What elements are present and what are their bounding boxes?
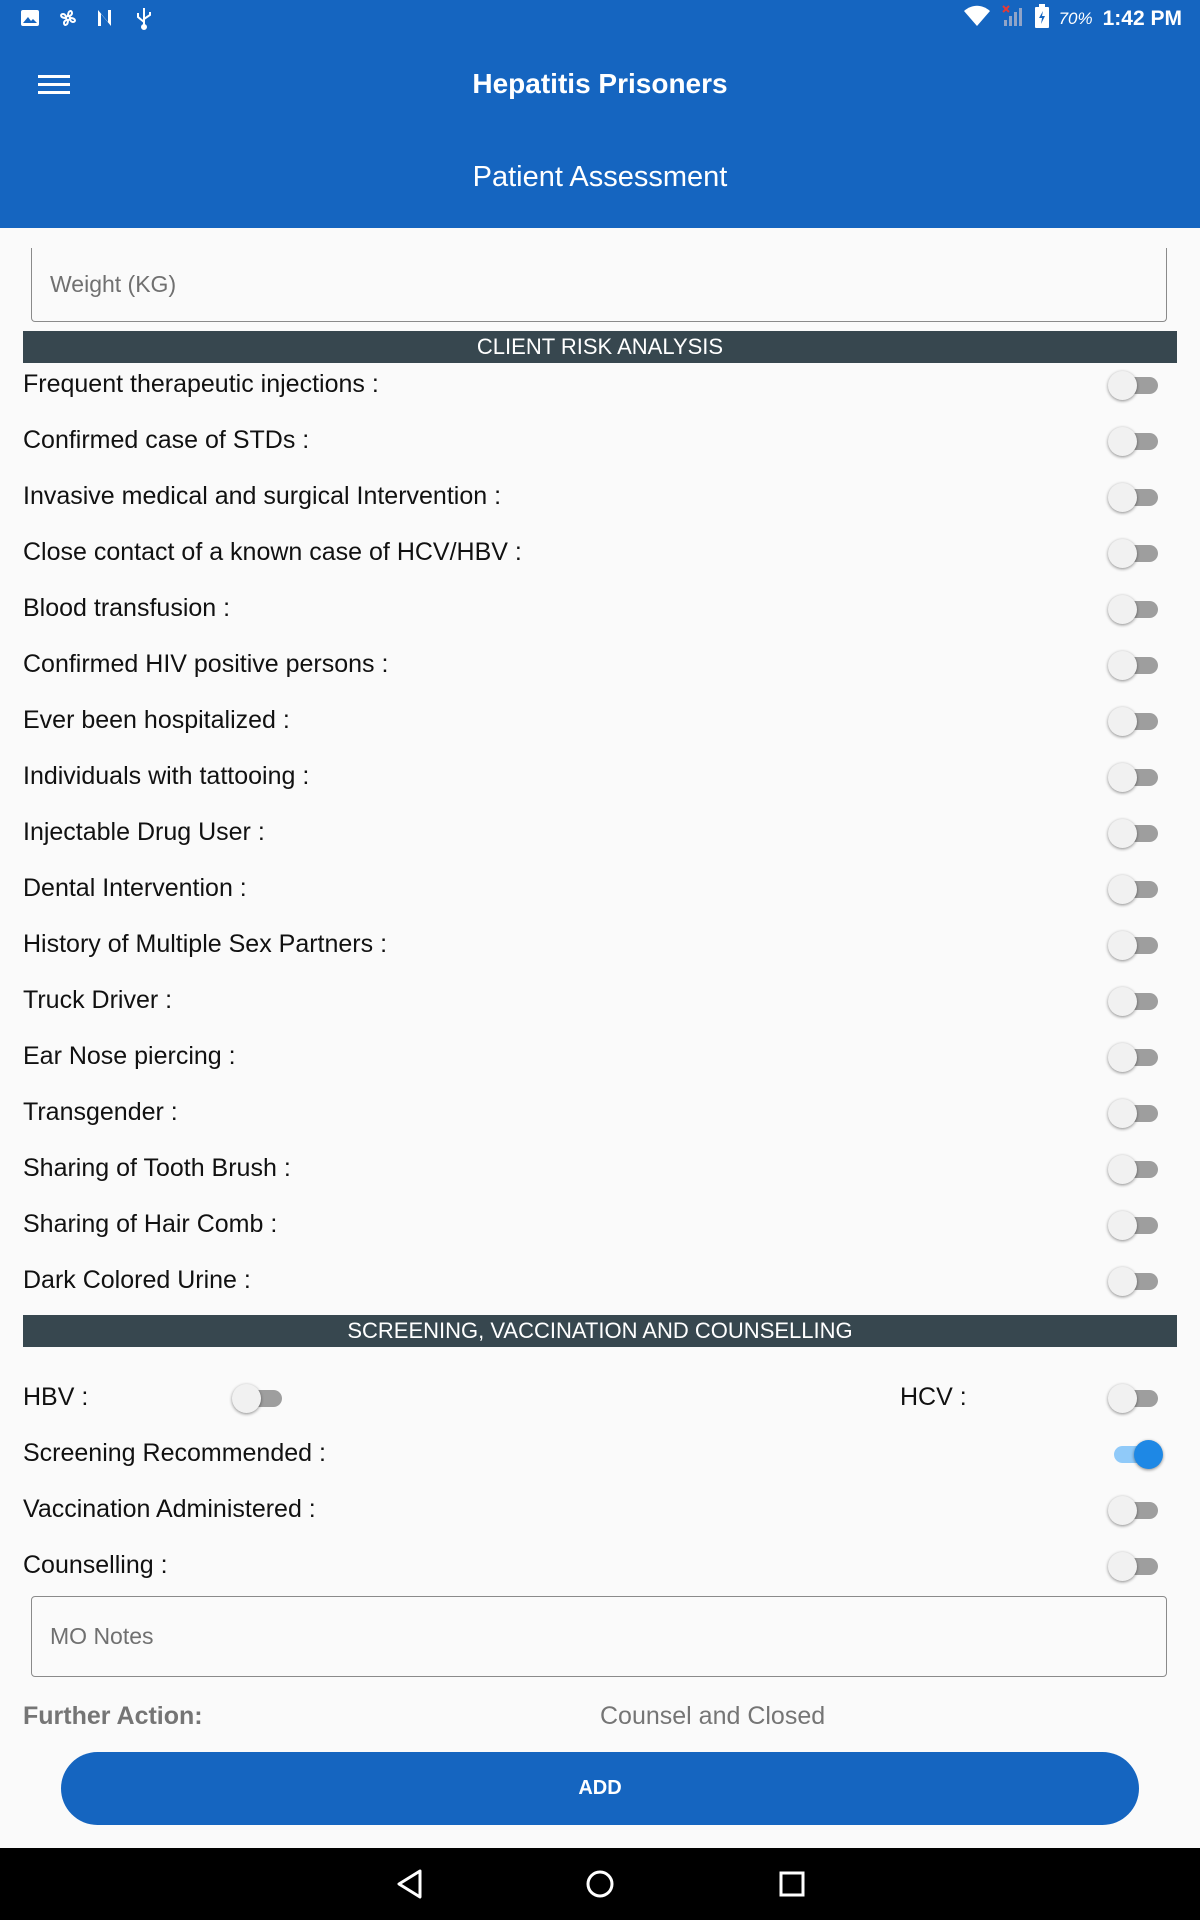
battery-icon <box>1035 4 1049 34</box>
risk-item-label: Confirmed case of STDs : <box>23 426 310 454</box>
app-title: Hepatitis Prisoners <box>472 68 728 99</box>
signal-icon <box>1001 4 1025 34</box>
screening-header: SCREENING, VACCINATION AND COUNSELLING <box>23 1315 1177 1347</box>
add-button[interactable]: ADD <box>61 1752 1139 1825</box>
risk-item-toggle[interactable] <box>1108 1148 1162 1188</box>
risk-item-label: Invasive medical and surgical Intervention : <box>23 482 502 510</box>
usb-icon <box>132 6 156 30</box>
wifi-icon <box>963 5 991 33</box>
navigation-bar <box>0 1848 1200 1920</box>
home-icon[interactable] <box>582 1866 618 1902</box>
toggle-thumb <box>1108 1496 1137 1525</box>
toggle-thumb <box>1108 1267 1137 1296</box>
risk-item-label: Transgender : <box>23 1098 178 1126</box>
mo-notes-field[interactable] <box>31 1596 1167 1677</box>
recents-icon[interactable] <box>774 1866 810 1902</box>
risk-item-label: Close contact of a known case of HCV/HBV : <box>23 538 522 566</box>
toggle-thumb <box>1108 1211 1137 1240</box>
screen-title: Patient Assessment <box>472 161 728 193</box>
mo-notes-placeholder: MO Notes <box>50 1623 154 1649</box>
risk-item-toggle[interactable] <box>1108 364 1162 404</box>
toggle-thumb <box>1108 819 1137 848</box>
risk-item-toggle[interactable] <box>1108 1260 1162 1300</box>
toggle-thumb <box>1108 427 1137 456</box>
risk-item-label: Individuals with tattooing : <box>23 762 310 790</box>
risk-item-toggle[interactable] <box>1108 868 1162 908</box>
toggle-thumb <box>1108 595 1137 624</box>
risk-item-toggle[interactable] <box>1108 756 1162 796</box>
risk-item-toggle[interactable] <box>1108 532 1162 572</box>
nfc-icon <box>94 6 118 30</box>
status-bar <box>0 0 1200 36</box>
hcv-toggle[interactable] <box>1108 1377 1162 1417</box>
screening-item-label: Screening Recommended : <box>23 1439 326 1467</box>
hcv-label: HCV : <box>900 1383 967 1411</box>
further-action-value[interactable]: Counsel and Closed <box>600 1702 826 1730</box>
toggle-thumb <box>1108 371 1137 400</box>
weight-placeholder: Weight (KG) <box>50 271 177 297</box>
risk-item-toggle[interactable] <box>1108 476 1162 516</box>
risk-item-label: Injectable Drug User : <box>23 818 265 846</box>
risk-item-label: Sharing of Hair Comb : <box>23 1210 278 1238</box>
toggle-thumb <box>1108 539 1137 568</box>
screening-item-toggle[interactable] <box>1108 1545 1162 1585</box>
risk-item-label: Confirmed HIV positive persons : <box>23 650 389 678</box>
toggle-thumb <box>1108 763 1137 792</box>
toggle-thumb <box>1108 1552 1137 1581</box>
risk-item-label: Ever been hospitalized : <box>23 706 290 734</box>
toggle-thumb <box>1108 651 1137 680</box>
toggle-thumb <box>1108 1155 1137 1184</box>
risk-item-toggle[interactable] <box>1108 812 1162 852</box>
risk-item-label: Sharing of Tooth Brush : <box>23 1154 291 1182</box>
risk-item-toggle[interactable] <box>1108 1204 1162 1244</box>
risk-item-label: Dental Intervention : <box>23 874 247 902</box>
screening-item-label: Counselling : <box>23 1551 168 1579</box>
risk-item-label: Ear Nose piercing : <box>23 1042 236 1070</box>
toggle-thumb <box>1108 987 1137 1016</box>
risk-item-toggle[interactable] <box>1108 980 1162 1020</box>
risk-item-toggle[interactable] <box>1108 1036 1162 1076</box>
screening-item-label: Vaccination Administered : <box>23 1495 316 1523</box>
risk-item-toggle[interactable] <box>1108 924 1162 964</box>
app-bar <box>0 36 1200 228</box>
battery-percent: 70% <box>1058 9 1093 28</box>
toggle-thumb <box>1108 931 1137 960</box>
screening-item-toggle[interactable] <box>1108 1433 1162 1473</box>
status-time: 1:42 PM <box>1102 7 1182 30</box>
back-icon[interactable] <box>392 1866 428 1902</box>
toggle-thumb <box>1108 483 1137 512</box>
toggle-thumb <box>232 1384 261 1413</box>
image-icon <box>18 6 42 30</box>
risk-item-toggle[interactable] <box>1108 1092 1162 1132</box>
risk-item-label: Frequent therapeutic injections : <box>23 370 379 398</box>
risk-item-label: Truck Driver : <box>23 986 173 1014</box>
weight-field[interactable] <box>31 248 1167 322</box>
toggle-thumb <box>1108 707 1137 736</box>
toggle-thumb <box>1108 875 1137 904</box>
toggle-thumb <box>1108 1043 1137 1072</box>
hbv-label: HBV : <box>23 1383 89 1411</box>
client-risk-header: CLIENT RISK ANALYSIS <box>23 331 1177 363</box>
further-action-label: Further Action: <box>23 1702 203 1730</box>
risk-item-toggle[interactable] <box>1108 700 1162 740</box>
screening-item-toggle[interactable] <box>1108 1489 1162 1529</box>
risk-item-toggle[interactable] <box>1108 420 1162 460</box>
risk-item-toggle[interactable] <box>1108 644 1162 684</box>
fan-icon <box>56 6 80 30</box>
risk-item-label: History of Multiple Sex Partners : <box>23 930 388 958</box>
hbv-toggle[interactable] <box>232 1377 286 1417</box>
toggle-thumb <box>1134 1440 1163 1469</box>
risk-item-toggle[interactable] <box>1108 588 1162 628</box>
risk-item-label: Dark Colored Urine : <box>23 1266 251 1294</box>
toggle-thumb <box>1108 1384 1137 1413</box>
toggle-thumb <box>1108 1099 1137 1128</box>
risk-item-label: Blood transfusion : <box>23 594 231 622</box>
